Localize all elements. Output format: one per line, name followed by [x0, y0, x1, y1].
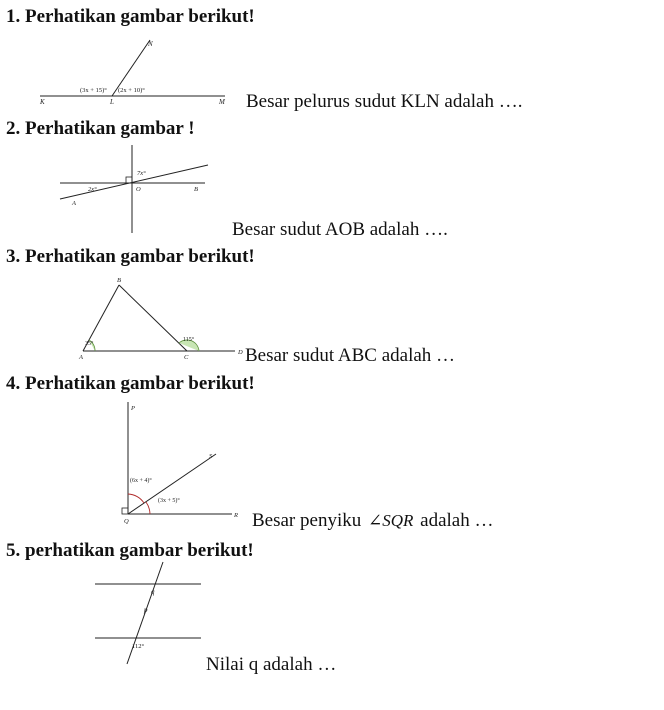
angle-left-label: 2x°	[88, 186, 97, 193]
question-4-text-after: adalah …	[420, 510, 494, 531]
right-angle-marker	[122, 508, 128, 514]
question-4-number: 4.	[6, 373, 21, 394]
question-2-number: 2.	[6, 118, 21, 139]
point-n: N	[148, 40, 153, 48]
question-1-prompt: Perhatikan gambar berikut!	[25, 6, 255, 27]
question-4-prompt: Perhatikan gambar berikut!	[25, 373, 255, 394]
label-q: q	[151, 588, 155, 596]
figure-1	[40, 30, 240, 110]
point-d: D	[238, 349, 243, 356]
figure-4	[110, 400, 250, 530]
point-k: K	[40, 98, 45, 106]
question-3-text: Besar sudut ABC adalah …	[245, 345, 456, 366]
question-3-prompt: Perhatikan gambar berikut!	[25, 246, 255, 267]
question-5-text: Nilai q adalah …	[206, 654, 337, 675]
question-2-prompt: Perhatikan gambar !	[25, 118, 195, 139]
question-4-text-before: Besar penyiku	[252, 510, 362, 531]
figure-3	[75, 275, 255, 365]
question-5-number: 5.	[6, 540, 21, 561]
angle-lower-arc	[146, 502, 150, 514]
point-m: M	[219, 98, 225, 106]
point-b: B	[117, 277, 121, 284]
angle-top-label: 7x°	[137, 170, 146, 177]
point-q: Q	[124, 518, 129, 525]
angle-left-label: (3x + 15)°	[80, 87, 107, 94]
figure-2	[60, 145, 220, 235]
angle-label: 112°	[132, 643, 145, 650]
point-r: R	[234, 512, 238, 519]
question-3-heading	[6, 246, 255, 268]
angle-c-label: 115°	[183, 337, 195, 343]
point-a: A	[72, 200, 76, 207]
transversal-line	[60, 165, 208, 199]
point-c: C	[184, 354, 189, 361]
angle-lower-label: (3x + 5)°	[158, 498, 180, 504]
point-a: A	[79, 354, 83, 361]
question-2-heading	[6, 118, 195, 140]
right-angle-marker	[126, 177, 132, 183]
question-4-text	[252, 510, 493, 532]
question-1-number: 1.	[6, 6, 21, 27]
angle-a-label: 35°	[85, 341, 94, 347]
point-b: B	[194, 186, 198, 193]
point-o: O	[136, 186, 141, 193]
point-l: L	[110, 98, 114, 106]
angle-right-label: (2x + 10)°	[118, 87, 145, 94]
side-bc	[119, 285, 187, 351]
angle-upper-label: (6x + 4)°	[130, 478, 152, 484]
point-p: P	[131, 405, 135, 412]
question-3-number: 3.	[6, 246, 21, 267]
question-1-text: Besar pelurus sudut KLN adalah ….	[246, 91, 523, 112]
question-4-heading	[6, 373, 255, 395]
figure-5	[95, 560, 215, 670]
question-2-text: Besar sudut AOB adalah ….	[232, 219, 448, 240]
ray-qs	[128, 454, 216, 514]
point-s: S	[209, 453, 213, 460]
question-5-prompt: perhatikan gambar berikut!	[25, 540, 254, 561]
angle-upper-arc	[128, 494, 144, 503]
question-1-heading	[6, 6, 255, 28]
label-p: p	[144, 606, 148, 614]
question-5-heading	[6, 540, 254, 562]
question-4-angle: ∠SQR	[367, 511, 414, 530]
